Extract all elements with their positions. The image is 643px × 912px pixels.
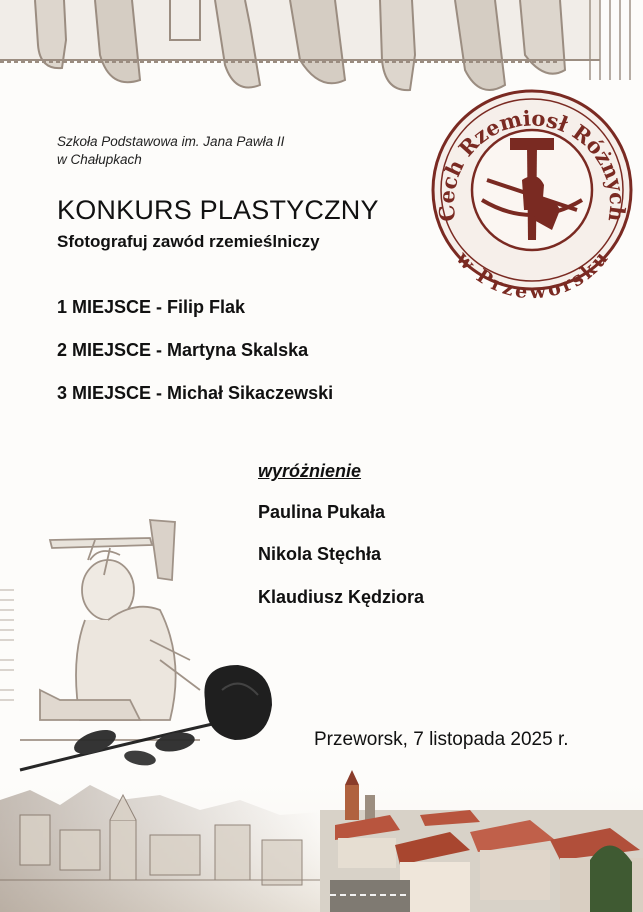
place-and-date: Przeworsk, 7 listopada 2025 r. bbox=[314, 729, 569, 750]
first-place: 1 MIEJSCE - Filip Flak bbox=[57, 297, 246, 317]
seal-top-text: Cech Rzemiosł Różnych bbox=[433, 105, 631, 224]
contest-title: KONKURS PLASTYCZNY bbox=[57, 195, 379, 225]
school-name-line1: Szkoła Podstawowa im. Jana Pawła II bbox=[57, 134, 285, 149]
school-name bbox=[57, 133, 284, 169]
third-place: 3 MIEJSCE - Michał Sikaczewski bbox=[57, 383, 334, 403]
contest-subtitle: Sfotografuj zawód rzemieślniczy bbox=[57, 232, 320, 251]
distinction-name: Nikola Stęchła bbox=[258, 544, 382, 564]
seal-bottom-text: w Przeworsku bbox=[451, 247, 613, 304]
distinction-name: Klaudiusz Kędziora bbox=[258, 587, 425, 607]
second-place: 2 MIEJSCE - Martyna Skalska bbox=[57, 340, 309, 360]
school-name-line2: w Chałupkach bbox=[57, 152, 142, 167]
distinction-heading: wyróżnienie bbox=[258, 461, 362, 481]
distinction-name: Paulina Pukała bbox=[258, 502, 386, 522]
